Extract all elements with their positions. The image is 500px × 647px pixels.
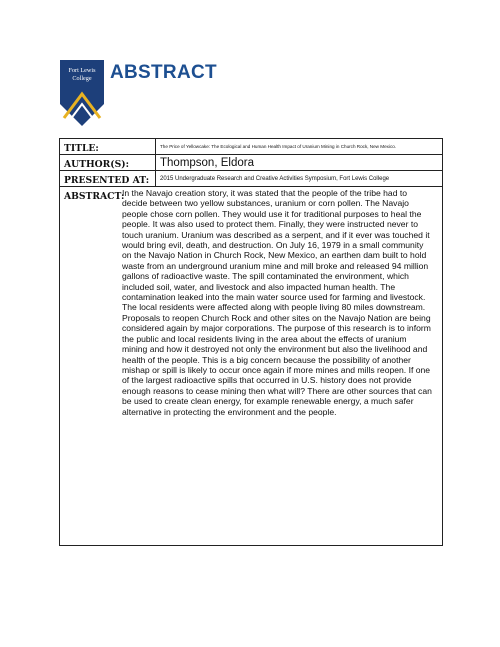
abstract-text: In the Navajo creation story, it was stated that the people of the tribe had to decide between two yellow substances, uranium or corn pollen. The Navajo people chose corn pollen. They would use it for traditional purposes to heal the people. It was also used to protect them. Finally, they were instructed never to touch uranium. Uranium was described as a serpent, and if it ever was touched it would bring evil, death, and destruction. On July 16, 1979 in a small community on the Navajo Nation in Church Rock, New Mexico, an earthen dam built to hold waste from an underground uranium mine and mill broke and released 94 million gallons of radioactive waste. The spill contaminated the environment, which included soil, water, and livestock and also impacted human health. The contamination leaked into the main water source used for farming and livestock. The local residents were affected along with people living 80 miles downstream. Proposals to reopen Church Rock and other sites on the Navajo Nation are being considered again by major corporations. The purpose of this research is to inform the public and local residents living in the area about the effects of uranium mining and how it destroyed not only the environment but also the livelihood and health of the people. This is a big concern because the possibility of another mishap or spill is likely to occur once again if more mines and mills reopen. If one of the largest radioactive spills that occurred in U.S. history does not provide enough reasons to cease mining then what will? There are other sources that can be used to create clean energy, for example renewable energy, a much safer alternative in protecting the environment and the people.: [122, 188, 432, 417]
author-label: AUTHOR(S):: [60, 155, 156, 170]
college-logo: [60, 60, 104, 126]
logo-text-line2: College: [72, 75, 92, 82]
abstract-label: ABSTRACT:: [64, 191, 125, 202]
abstract-form: [59, 138, 443, 546]
abstract-row: [60, 187, 442, 545]
presented-value: 2015 Undergraduate Research and Creative Activities Symposium, Fort Lewis College: [160, 176, 390, 182]
title-value: The Price of Yellowcake: The Ecological and Human Health Impact of Uranium Mining in Church Rock, New Mexico.: [160, 144, 397, 149]
page-heading: ABSTRACT: [110, 62, 217, 83]
presented-row: [60, 171, 442, 187]
title-row: [60, 139, 442, 155]
title-label: TITLE:: [60, 139, 156, 154]
author-row: [60, 155, 442, 171]
logo-text-line1: Fort Lewis: [68, 67, 96, 74]
author-value: Thompson, Eldora: [160, 157, 254, 169]
presented-label: PRESENTED AT:: [60, 171, 156, 186]
